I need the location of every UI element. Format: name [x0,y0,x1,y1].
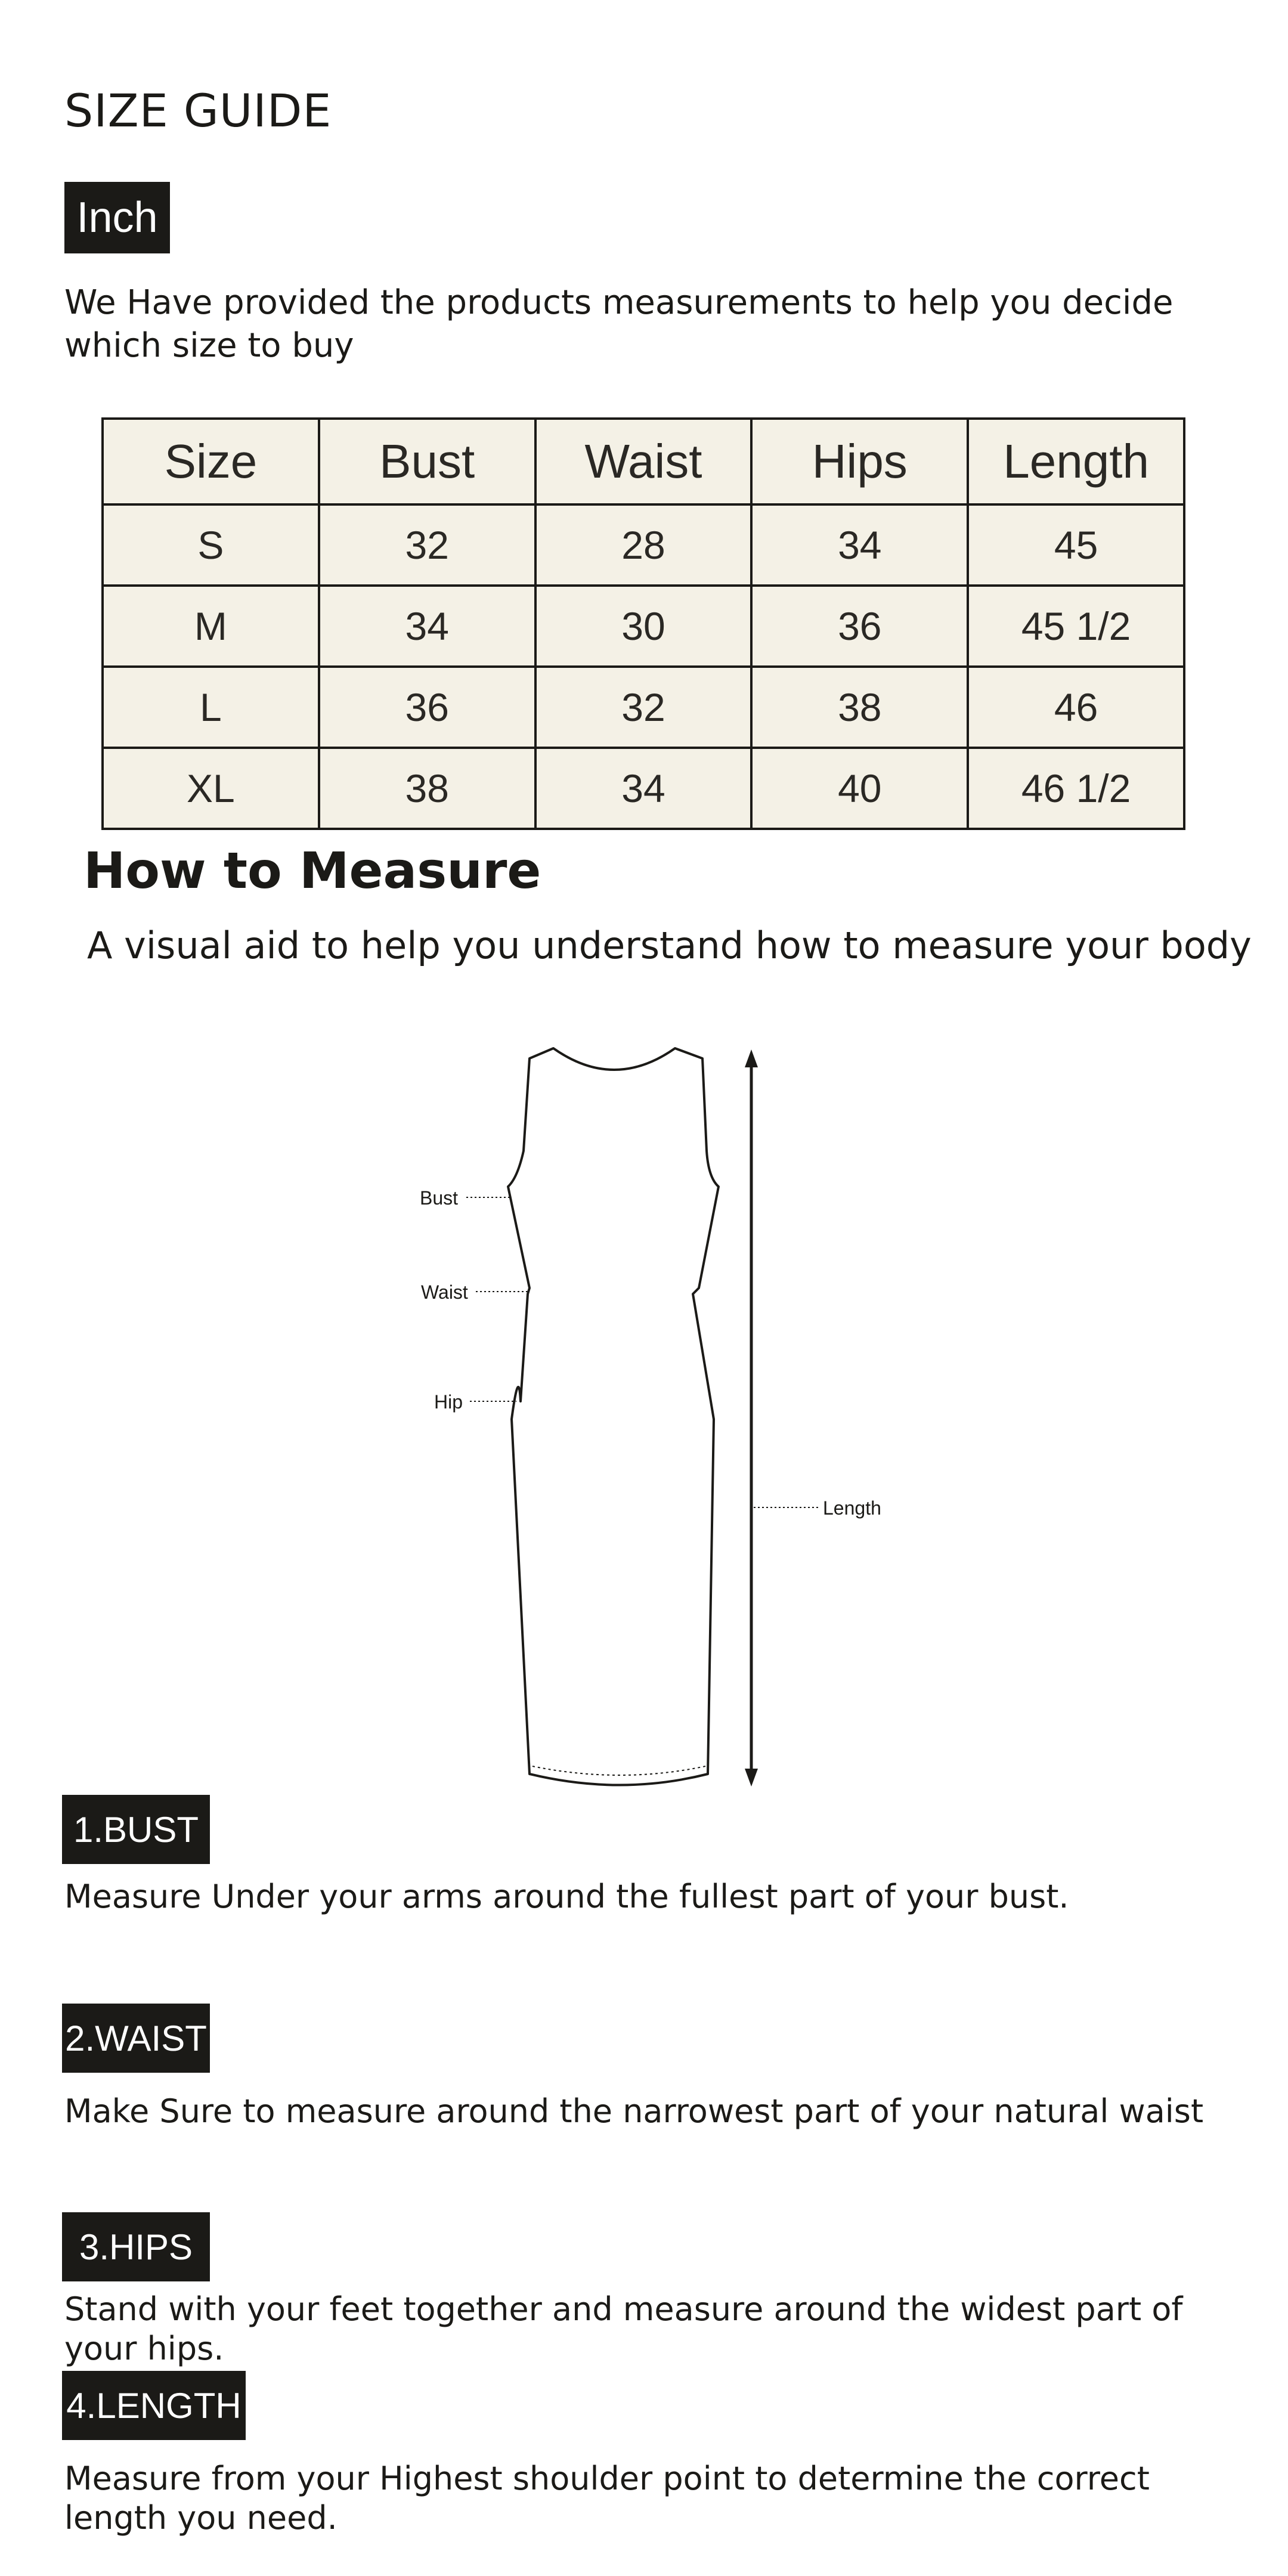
column-header-hips: Hips [751,419,968,504]
unit-badge: Inch [64,182,170,253]
how-to-measure-heading: How to Measure [83,841,541,900]
table-cell: M [103,586,319,667]
table-cell: 38 [751,667,968,748]
hem-dotted-line [532,1766,705,1775]
table-cell: L [103,667,319,748]
bust-section-badge: 1.BUST [62,1795,210,1864]
waist-label: Waist [421,1281,468,1303]
table-cell: 30 [535,586,752,667]
table-cell: 46 1/2 [968,748,1184,829]
waist-section-badge: 2.WAIST [62,2004,210,2073]
table-cell: 45 1/2 [968,586,1184,667]
waist-instruction: Make Sure to measure around the narrowest part of your natural waist [64,2092,1204,2130]
page-title: SIZE GUIDE [64,84,332,137]
column-header-length: Length [968,419,1184,504]
hips-section-badge: 3.HIPS [62,2212,210,2281]
length-instruction: Measure from your Highest shoulder point to determine the correct length you need. [64,2460,1150,2537]
hip-label: Hip [434,1391,463,1413]
table-cell: 34 [751,504,968,586]
dress-outline [508,1048,719,1785]
table-cell: 34 [535,748,752,829]
dress-measurement-diagram [0,1014,1288,1801]
table-cell: 38 [319,748,535,829]
table-row [103,748,1184,829]
table-cell: 45 [968,504,1184,586]
hips-instruction: Stand with your feet together and measure around the widest part of your hips. [64,2290,1183,2367]
bust-instruction: Measure Under your arms around the fullest part of your bust. [64,1878,1069,1915]
intro-text: We Have provided the products measurements to help you decide which size to buy [64,283,1174,365]
table-cell: 36 [751,586,968,667]
table-cell: 28 [535,504,752,586]
table-cell: 36 [319,667,535,748]
how-to-measure-subtitle: A visual aid to help you understand how to measure your body [87,924,1252,967]
column-header-size: Size [103,419,319,504]
table-row [103,586,1184,667]
column-header-waist: Waist [535,419,752,504]
column-header-bust: Bust [319,419,535,504]
length-arrow-top-head [745,1049,758,1067]
table-cell: 46 [968,667,1184,748]
length-arrow-bottom-head [745,1769,758,1787]
table-row [103,667,1184,748]
table-header-row [103,419,1184,504]
table-row [103,504,1184,586]
table-cell: XL [103,748,319,829]
size-chart-table [101,417,1185,830]
table-cell: 34 [319,586,535,667]
length-label: Length [823,1497,881,1519]
table-cell: 32 [535,667,752,748]
table-cell: S [103,504,319,586]
bust-label: Bust [420,1187,459,1209]
table-cell: 40 [751,748,968,829]
table-cell: 32 [319,504,535,586]
length-section-badge: 4.LENGTH [62,2371,246,2440]
